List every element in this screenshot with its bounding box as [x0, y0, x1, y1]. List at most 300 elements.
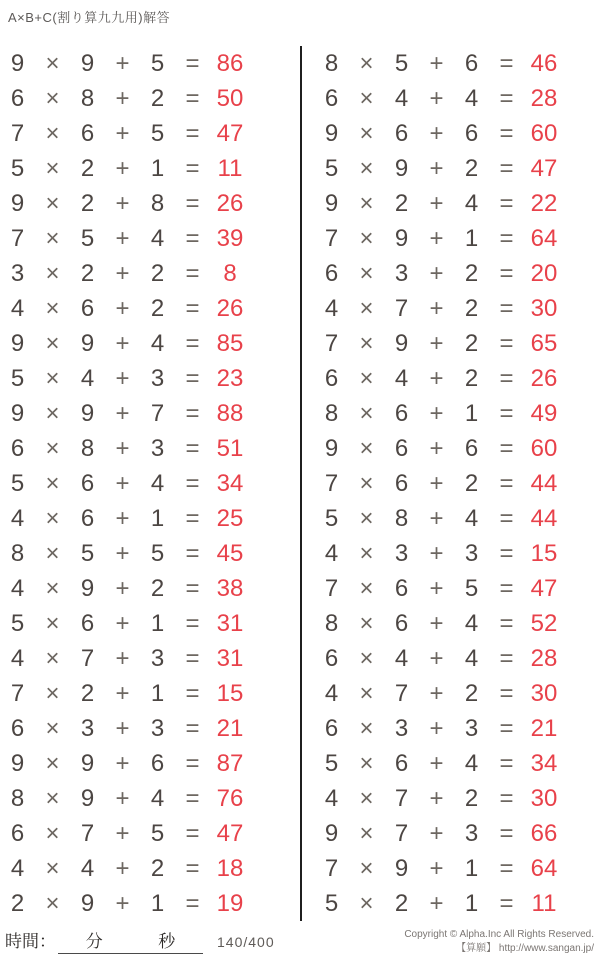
- equals-icon: =: [185, 539, 200, 567]
- problem-row: [0, 571, 300, 606]
- problem-row: [314, 746, 600, 781]
- copyright-block: [404, 928, 594, 957]
- times-icon: ×: [359, 749, 374, 777]
- problem-row: [0, 326, 300, 361]
- plus-icon: +: [429, 539, 444, 567]
- operand-c: 1: [150, 609, 165, 637]
- times-icon: ×: [45, 889, 60, 917]
- problem-row: [0, 536, 300, 571]
- operand-b: 3: [394, 714, 409, 742]
- operand-c: 2: [150, 574, 165, 602]
- equals-icon: =: [185, 679, 200, 707]
- plus-icon: +: [115, 539, 130, 567]
- equals-icon: =: [499, 224, 514, 252]
- problem-row: [314, 781, 600, 816]
- sheet-number: 140/400: [217, 934, 275, 950]
- problem-row: [314, 116, 600, 151]
- equals-icon: =: [499, 84, 514, 112]
- operand-c: 1: [150, 889, 165, 917]
- operand-a: 7: [324, 574, 339, 602]
- operand-b: 2: [394, 889, 409, 917]
- problem-row: [314, 816, 600, 851]
- operand-c: 4: [464, 504, 479, 532]
- answer-value: 87: [216, 749, 244, 777]
- answer-value: 52: [530, 609, 558, 637]
- operand-a: 4: [324, 294, 339, 322]
- problem-row: [0, 396, 300, 431]
- problem-row: [314, 466, 600, 501]
- operand-a: 6: [324, 84, 339, 112]
- operand-a: 7: [10, 119, 25, 147]
- copyright-line: Copyright © Alpha.Inc All Rights Reserved.: [404, 929, 594, 940]
- operand-c: 3: [150, 434, 165, 462]
- times-icon: ×: [359, 364, 374, 392]
- equals-icon: =: [499, 819, 514, 847]
- operand-a: 8: [324, 399, 339, 427]
- page-title: A×B+C(割り算九九用)解答: [8, 10, 171, 25]
- operand-b: 7: [394, 784, 409, 812]
- answer-value: 39: [216, 224, 244, 252]
- answer-value: 20: [530, 259, 558, 287]
- problem-row: [0, 781, 300, 816]
- operand-b: 5: [394, 49, 409, 77]
- problem-row: [0, 606, 300, 641]
- operand-a: 7: [324, 854, 339, 882]
- times-icon: ×: [359, 679, 374, 707]
- problem-row: [0, 851, 300, 886]
- operand-c: 1: [464, 224, 479, 252]
- times-icon: ×: [359, 259, 374, 287]
- equals-icon: =: [499, 644, 514, 672]
- problem-row: [314, 606, 600, 641]
- operand-a: 7: [324, 329, 339, 357]
- equals-icon: =: [499, 574, 514, 602]
- operand-b: 6: [80, 504, 95, 532]
- equals-icon: =: [185, 189, 200, 217]
- operand-b: 6: [80, 294, 95, 322]
- operand-b: 4: [394, 364, 409, 392]
- equals-icon: =: [185, 364, 200, 392]
- operand-c: 5: [150, 119, 165, 147]
- operand-b: 6: [394, 574, 409, 602]
- plus-icon: +: [429, 679, 444, 707]
- operand-c: 1: [150, 679, 165, 707]
- plus-icon: +: [429, 119, 444, 147]
- operand-a: 8: [10, 784, 25, 812]
- operand-a: 6: [10, 714, 25, 742]
- answer-value: 60: [530, 119, 558, 147]
- equals-icon: =: [499, 854, 514, 882]
- problem-row: [314, 396, 600, 431]
- times-icon: ×: [359, 119, 374, 147]
- operand-b: 4: [80, 854, 95, 882]
- operand-a: 6: [324, 714, 339, 742]
- times-icon: ×: [45, 49, 60, 77]
- answer-value: 28: [530, 644, 558, 672]
- times-icon: ×: [45, 784, 60, 812]
- times-icon: ×: [45, 119, 60, 147]
- operand-b: 2: [80, 679, 95, 707]
- problem-row: [314, 291, 600, 326]
- operand-b: 9: [394, 329, 409, 357]
- operand-a: 5: [324, 889, 339, 917]
- plus-icon: +: [115, 714, 130, 742]
- plus-icon: +: [115, 329, 130, 357]
- plus-icon: +: [115, 294, 130, 322]
- problem-row: [314, 431, 600, 466]
- plus-icon: +: [115, 644, 130, 672]
- problem-row: [314, 641, 600, 676]
- equals-icon: =: [499, 119, 514, 147]
- time-label: 時間：: [5, 932, 56, 951]
- times-icon: ×: [45, 854, 60, 882]
- plus-icon: +: [115, 259, 130, 287]
- plus-icon: +: [429, 224, 444, 252]
- operand-c: 4: [150, 224, 165, 252]
- equals-icon: =: [499, 49, 514, 77]
- operand-a: 3: [10, 259, 25, 287]
- operand-c: 4: [464, 644, 479, 672]
- operand-c: 4: [150, 329, 165, 357]
- plus-icon: +: [115, 854, 130, 882]
- operand-c: 2: [464, 679, 479, 707]
- plus-icon: +: [429, 49, 444, 77]
- operand-a: 4: [10, 644, 25, 672]
- times-icon: ×: [359, 889, 374, 917]
- operand-c: 1: [150, 154, 165, 182]
- plus-icon: +: [115, 399, 130, 427]
- answer-value: 15: [530, 539, 558, 567]
- answer-value: 47: [530, 154, 558, 182]
- operand-b: 4: [394, 84, 409, 112]
- answer-value: 50: [216, 84, 244, 112]
- answer-value: 47: [216, 819, 244, 847]
- operand-b: 8: [80, 84, 95, 112]
- operand-c: 1: [150, 504, 165, 532]
- operand-b: 7: [394, 819, 409, 847]
- problem-row: [0, 46, 300, 81]
- operand-b: 8: [80, 434, 95, 462]
- operand-b: 4: [80, 364, 95, 392]
- answer-value: 85: [216, 329, 244, 357]
- problem-row: [0, 81, 300, 116]
- operand-c: 3: [150, 364, 165, 392]
- equals-icon: =: [185, 84, 200, 112]
- operand-c: 3: [150, 714, 165, 742]
- problem-row: [0, 886, 300, 921]
- times-icon: ×: [359, 819, 374, 847]
- answer-value: 23: [216, 364, 244, 392]
- operand-c: 4: [464, 609, 479, 637]
- answer-value: 19: [216, 889, 244, 917]
- operand-c: 4: [464, 189, 479, 217]
- operand-a: 9: [324, 819, 339, 847]
- seconds-unit-label: 秒: [158, 932, 176, 951]
- operand-b: 7: [80, 644, 95, 672]
- plus-icon: +: [429, 189, 444, 217]
- times-icon: ×: [45, 819, 60, 847]
- plus-icon: +: [429, 609, 444, 637]
- operand-c: 4: [464, 84, 479, 112]
- answer-value: 30: [530, 784, 558, 812]
- operand-c: 6: [464, 49, 479, 77]
- operand-a: 8: [324, 609, 339, 637]
- operand-b: 5: [80, 539, 95, 567]
- operand-b: 9: [394, 154, 409, 182]
- operand-b: 6: [394, 749, 409, 777]
- answer-value: 38: [216, 574, 244, 602]
- operand-c: 3: [464, 819, 479, 847]
- times-icon: ×: [45, 504, 60, 532]
- equals-icon: =: [185, 294, 200, 322]
- plus-icon: +: [115, 84, 130, 112]
- problem-row: [314, 256, 600, 291]
- answer-value: 25: [216, 504, 244, 532]
- equals-icon: =: [499, 294, 514, 322]
- operand-c: 2: [150, 84, 165, 112]
- equals-icon: =: [185, 259, 200, 287]
- operand-c: 2: [150, 854, 165, 882]
- operand-b: 8: [394, 504, 409, 532]
- equals-icon: =: [499, 189, 514, 217]
- answer-value: 49: [530, 399, 558, 427]
- plus-icon: +: [429, 329, 444, 357]
- answer-value: 64: [530, 224, 558, 252]
- operand-c: 3: [150, 644, 165, 672]
- operand-a: 4: [10, 504, 25, 532]
- operand-c: 6: [464, 119, 479, 147]
- operand-c: 2: [464, 154, 479, 182]
- plus-icon: +: [429, 749, 444, 777]
- operand-a: 6: [324, 259, 339, 287]
- plus-icon: +: [429, 154, 444, 182]
- times-icon: ×: [359, 504, 374, 532]
- operand-a: 9: [10, 749, 25, 777]
- operand-a: 6: [324, 364, 339, 392]
- operand-a: 9: [324, 189, 339, 217]
- operand-b: 7: [394, 294, 409, 322]
- times-icon: ×: [45, 154, 60, 182]
- problem-row: [0, 676, 300, 711]
- plus-icon: +: [429, 854, 444, 882]
- operand-c: 4: [150, 784, 165, 812]
- answer-value: 22: [530, 189, 558, 217]
- operand-a: 6: [10, 819, 25, 847]
- operand-a: 9: [10, 399, 25, 427]
- problem-row: [314, 46, 600, 81]
- answer-value: 47: [530, 574, 558, 602]
- operand-a: 4: [10, 574, 25, 602]
- operand-b: 6: [394, 119, 409, 147]
- times-icon: ×: [359, 784, 374, 812]
- problem-row: [314, 536, 600, 571]
- problem-row: [314, 361, 600, 396]
- operand-a: 7: [10, 224, 25, 252]
- times-icon: ×: [359, 189, 374, 217]
- site-credit-line: 【算願】 http://www.sangan.jp/: [456, 942, 594, 954]
- operand-a: 5: [10, 469, 25, 497]
- problem-row: [0, 116, 300, 151]
- plus-icon: +: [115, 574, 130, 602]
- times-icon: ×: [359, 539, 374, 567]
- times-icon: ×: [45, 399, 60, 427]
- answer-value: 64: [530, 854, 558, 882]
- equals-icon: =: [185, 434, 200, 462]
- operand-b: 6: [394, 609, 409, 637]
- times-icon: ×: [359, 84, 374, 112]
- times-icon: ×: [45, 714, 60, 742]
- times-icon: ×: [359, 854, 374, 882]
- problems-column-right: [300, 46, 600, 921]
- plus-icon: +: [115, 119, 130, 147]
- operand-b: 6: [80, 119, 95, 147]
- plus-icon: +: [115, 364, 130, 392]
- problem-row: [314, 81, 600, 116]
- operand-b: 6: [394, 469, 409, 497]
- operand-a: 9: [324, 119, 339, 147]
- answer-value: 60: [530, 434, 558, 462]
- times-icon: ×: [45, 469, 60, 497]
- operand-a: 4: [10, 854, 25, 882]
- operand-c: 2: [464, 784, 479, 812]
- operand-b: 2: [394, 189, 409, 217]
- operand-b: 6: [394, 434, 409, 462]
- operand-a: 8: [10, 539, 25, 567]
- operand-a: 9: [10, 49, 25, 77]
- plus-icon: +: [115, 784, 130, 812]
- equals-icon: =: [499, 259, 514, 287]
- equals-icon: =: [185, 819, 200, 847]
- equals-icon: =: [185, 49, 200, 77]
- equals-icon: =: [185, 329, 200, 357]
- times-icon: ×: [45, 259, 60, 287]
- answer-value: 51: [216, 434, 244, 462]
- answer-value: 8: [223, 259, 237, 287]
- operand-c: 1: [464, 889, 479, 917]
- problem-row: [0, 291, 300, 326]
- problem-row: [314, 886, 600, 921]
- answer-value: 11: [217, 154, 243, 182]
- operand-b: 9: [80, 399, 95, 427]
- equals-icon: =: [185, 399, 200, 427]
- answer-value: 26: [530, 364, 558, 392]
- operand-b: 9: [80, 889, 95, 917]
- times-icon: ×: [45, 189, 60, 217]
- operand-b: 9: [80, 329, 95, 357]
- operand-c: 4: [464, 749, 479, 777]
- times-icon: ×: [45, 574, 60, 602]
- problem-row: [0, 151, 300, 186]
- problem-row: [0, 746, 300, 781]
- times-icon: ×: [359, 399, 374, 427]
- times-icon: ×: [45, 84, 60, 112]
- equals-icon: =: [185, 154, 200, 182]
- operand-c: 6: [150, 749, 165, 777]
- equals-icon: =: [499, 364, 514, 392]
- equals-icon: =: [499, 609, 514, 637]
- operand-c: 2: [150, 294, 165, 322]
- problem-row: [0, 816, 300, 851]
- operand-b: 4: [394, 644, 409, 672]
- answer-value: 47: [216, 119, 244, 147]
- problem-row: [0, 431, 300, 466]
- operand-b: 7: [394, 679, 409, 707]
- operand-a: 6: [10, 84, 25, 112]
- operand-a: 7: [10, 679, 25, 707]
- plus-icon: +: [115, 154, 130, 182]
- operand-a: 7: [324, 469, 339, 497]
- operand-c: 2: [464, 364, 479, 392]
- plus-icon: +: [429, 434, 444, 462]
- plus-icon: +: [429, 819, 444, 847]
- operand-c: 6: [464, 434, 479, 462]
- equals-icon: =: [499, 679, 514, 707]
- times-icon: ×: [359, 49, 374, 77]
- plus-icon: +: [429, 259, 444, 287]
- problem-row: [0, 221, 300, 256]
- equals-icon: =: [185, 714, 200, 742]
- times-icon: ×: [359, 609, 374, 637]
- answer-value: 26: [216, 294, 244, 322]
- operand-c: 5: [150, 539, 165, 567]
- operand-c: 1: [464, 399, 479, 427]
- equals-icon: =: [185, 224, 200, 252]
- plus-icon: +: [429, 364, 444, 392]
- times-icon: ×: [45, 294, 60, 322]
- plus-icon: +: [115, 889, 130, 917]
- operand-b: 3: [80, 714, 95, 742]
- operand-a: 5: [324, 504, 339, 532]
- equals-icon: =: [185, 854, 200, 882]
- time-fill-in-blank: [58, 927, 203, 954]
- operand-b: 2: [80, 154, 95, 182]
- plus-icon: +: [115, 189, 130, 217]
- problem-row: [314, 571, 600, 606]
- operand-c: 7: [150, 399, 165, 427]
- operand-a: 5: [10, 609, 25, 637]
- plus-icon: +: [115, 469, 130, 497]
- operand-a: 2: [10, 889, 25, 917]
- operand-c: 1: [464, 854, 479, 882]
- operand-b: 9: [80, 49, 95, 77]
- operand-b: 9: [394, 224, 409, 252]
- plus-icon: +: [429, 644, 444, 672]
- operand-c: 4: [150, 469, 165, 497]
- equals-icon: =: [499, 434, 514, 462]
- equals-icon: =: [499, 714, 514, 742]
- footer: [0, 920, 600, 957]
- operand-c: 5: [150, 819, 165, 847]
- operand-b: 7: [80, 819, 95, 847]
- problem-row: [0, 501, 300, 536]
- answer-value: 30: [530, 294, 558, 322]
- plus-icon: +: [115, 504, 130, 532]
- times-icon: ×: [359, 714, 374, 742]
- equals-icon: =: [499, 749, 514, 777]
- problem-row: [314, 326, 600, 361]
- answer-value: 44: [530, 469, 558, 497]
- problem-row: [0, 256, 300, 291]
- plus-icon: +: [115, 819, 130, 847]
- operand-a: 9: [324, 434, 339, 462]
- operand-b: 6: [80, 609, 95, 637]
- operand-c: 8: [150, 189, 165, 217]
- plus-icon: +: [115, 609, 130, 637]
- operand-c: 5: [150, 49, 165, 77]
- plus-icon: +: [429, 294, 444, 322]
- plus-icon: +: [115, 679, 130, 707]
- operand-a: 5: [10, 364, 25, 392]
